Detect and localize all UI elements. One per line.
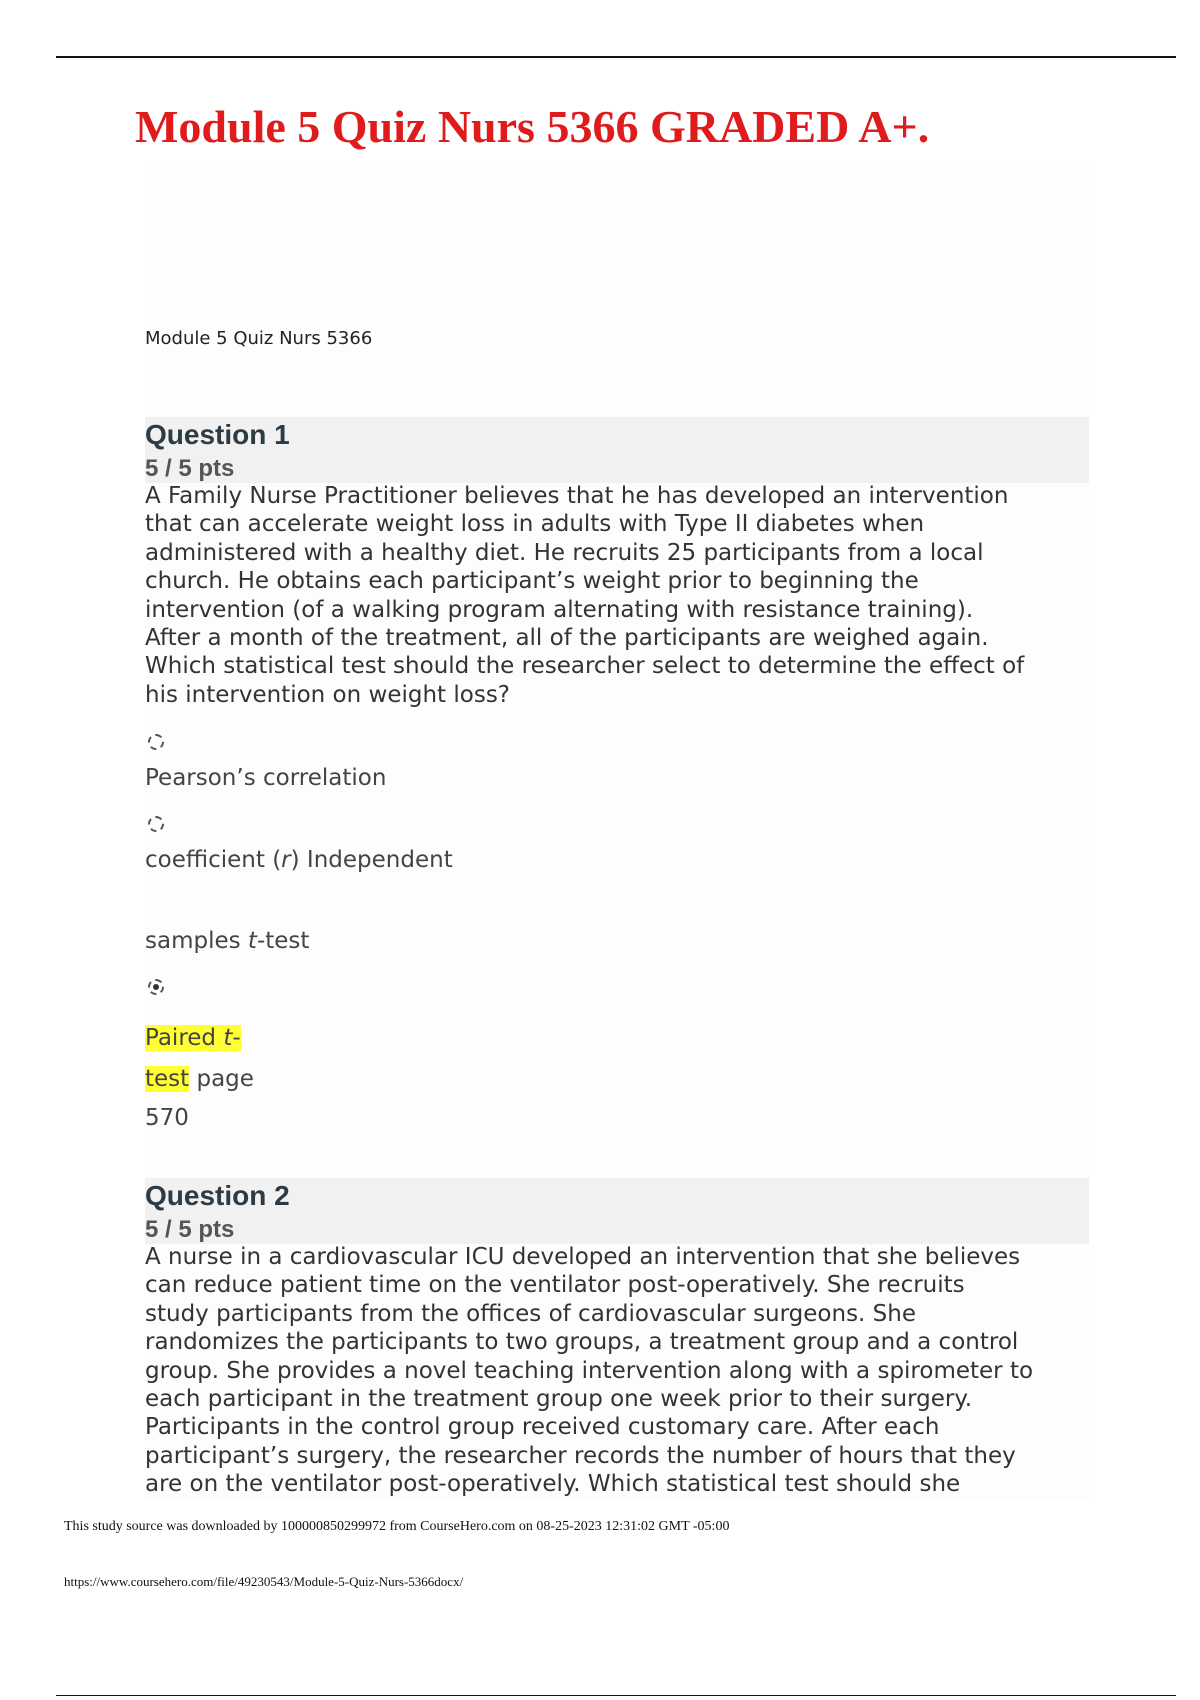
question-1-title: Question 1 xyxy=(145,419,290,450)
question-2-text xyxy=(145,1243,1095,1499)
question-1-text xyxy=(145,482,1095,709)
question-1-line: his intervention on weight loss? xyxy=(145,681,511,708)
answer-page-number: 570 xyxy=(145,1105,189,1131)
option-2-text-b: ) Independent xyxy=(290,847,453,873)
quiz-subtitle: Module 5 Quiz Nurs 5366 xyxy=(145,328,373,349)
correct-answer-line-1 xyxy=(145,1024,241,1052)
download-source-notice: This study source was downloaded by 100000850299972 from CourseHero.com on 08-25-2023 12:31:02 GMT -05:00 xyxy=(64,1519,730,1534)
answer-paired: Paired xyxy=(145,1025,224,1051)
question-2-line: each participant in the treatment group one week prior to their surgery. xyxy=(145,1386,973,1413)
question-1-line: After a month of the treatment, all of the participants are weighed again. xyxy=(145,625,989,652)
option-2-label xyxy=(145,846,453,874)
option-3-text-b: -test xyxy=(256,928,310,954)
option-3-text-a: samples xyxy=(145,928,248,954)
top-rule xyxy=(56,56,1176,58)
question-2-line: group. She provides a novel teaching intervention along with a spirometer to xyxy=(145,1357,1034,1384)
question-1-points: 5 / 5 pts xyxy=(145,455,235,482)
answer-page-label: page xyxy=(189,1066,254,1092)
question-1-line: that can accelerate weight loss in adults with Type II diabetes when xyxy=(145,511,925,538)
answer-dash: - xyxy=(232,1025,241,1051)
correct-answer-radio[interactable] xyxy=(148,979,164,995)
question-1-line: A Family Nurse Practitioner believes that he has developed an intervention xyxy=(145,483,1009,509)
correct-answer-line-2 xyxy=(145,1065,254,1093)
question-1-line: intervention (of a walking program alternating with resistance training). xyxy=(145,596,974,623)
option-2-text-a: coefficient ( xyxy=(145,847,282,873)
question-2-line: participant’s surgery, the researcher records the number of hours that they xyxy=(145,1442,1016,1469)
question-2-line: Participants in the control group received customary care. After each xyxy=(145,1414,940,1441)
question-2-line: study participants from the offices of cardiovascular surgeons. She xyxy=(145,1300,917,1327)
highlighted-answer-test: test xyxy=(145,1066,190,1092)
question-1-line: administered with a healthy diet. He recruits 25 participants from a local xyxy=(145,539,984,566)
option-3-t-symbol: t xyxy=(247,928,257,954)
option-3-label xyxy=(145,927,309,955)
option-2-radio[interactable] xyxy=(148,816,164,832)
question-2-line: A nurse in a cardiovascular ICU developed an intervention that she believes xyxy=(145,1244,1021,1270)
highlighted-answer xyxy=(145,1025,241,1051)
question-2-line: are on the ventilator post-operatively. Which statistical test should she xyxy=(145,1471,961,1498)
source-url[interactable]: https://www.coursehero.com/file/49230543/Module-5-Quiz-Nurs-5366docx/ xyxy=(64,1574,464,1589)
answer-t-symbol: t xyxy=(223,1025,233,1051)
document-title: Module 5 Quiz Nurs 5366 GRADED A+. xyxy=(135,101,930,152)
question-2-line: randomizes the participants to two groups, a treatment group and a control xyxy=(145,1329,1019,1356)
option-2-r-symbol: r xyxy=(281,847,291,873)
question-1-line: church. He obtains each participant’s weight prior to beginning the xyxy=(145,568,919,595)
option-1-label: Pearson’s correlation xyxy=(145,765,387,791)
question-2-points: 5 / 5 pts xyxy=(145,1216,235,1243)
bottom-rule xyxy=(56,1695,1176,1696)
question-2-title: Question 2 xyxy=(145,1180,290,1211)
option-1-radio[interactable] xyxy=(148,734,164,750)
question-1-line: Which statistical test should the researcher select to determine the effect of xyxy=(145,653,1025,680)
question-2-line: can reduce patient time on the ventilator post-operatively. She recruits xyxy=(145,1272,965,1299)
